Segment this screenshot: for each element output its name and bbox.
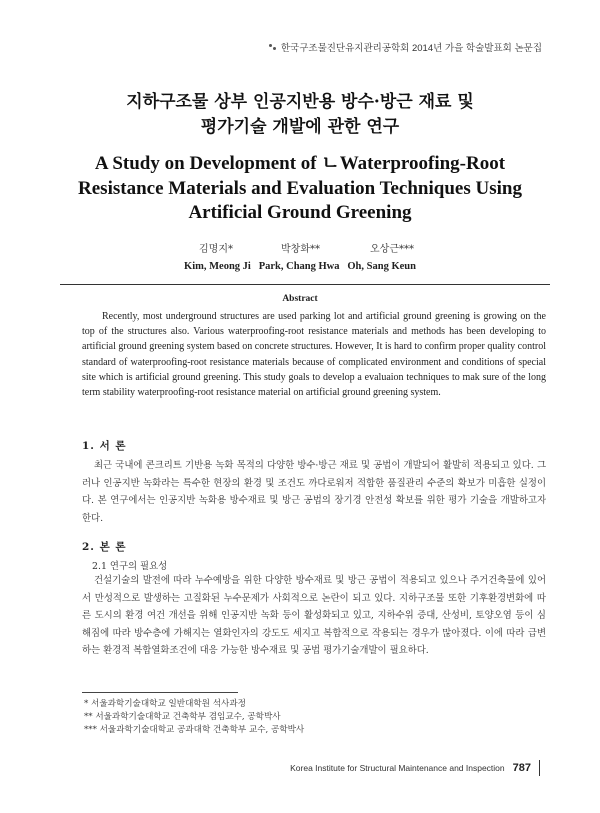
section-body-paragraph: 건설기술의 발전에 따라 누수예방을 위한 다양한 방수재료 및 방근 공법이 적용되고 있으나 주거건축물에 있어서 만성적으로 발생하는 고질화된 누수문제가 사회적으로 논란이 되고 있다. 지하구조물 또한 기후환경변화에 따른 도시의 환경 여건 개선을 위해 인공지반 녹화 등이 활성화되고 있고, 지하수위 증대, 산성비, 토양오염 등이 심해짐에 따라 방수층에 가해지는 열화인자의 강도도 세지고 복합적으로 작용되는 경우가 많아졌다. 이에 따라 급변하는 환경적 복합열화조건에 대응 가능한 방수재료 및 공법 평가기술개발이 필요하다. (82, 575, 546, 657)
footer-bar (539, 760, 540, 776)
author-korean-1: 김명지* (199, 244, 233, 255)
footer-institute: Korea Institute for Structural Maintenance and Inspection (290, 763, 505, 773)
running-header (269, 40, 542, 54)
author-korean-3: 오상근*** (370, 244, 414, 255)
korean-title-line-2: 평가기술 개발에 관한 연구 (200, 117, 400, 137)
footnote-divider (82, 692, 238, 693)
english-title-line-1: A Study on Development of ㄴWaterproofing-Root (94, 153, 506, 174)
abstract-heading: Abstract (282, 294, 318, 304)
english-title-line-3: Artificial Ground Greening (188, 202, 412, 223)
footnote-1: * 서울과학기술대학교 일반대학원 석사과정 (84, 699, 246, 709)
page-number: 787 (512, 762, 531, 774)
english-title-line-2: Resistance Materials and Evaluation Techniques Using (78, 178, 522, 199)
author-korean-2: 박창화** (281, 244, 320, 255)
subsection-title: 2.1 연구의 필요성 (92, 561, 168, 572)
divider (60, 284, 550, 285)
page-footer (290, 760, 540, 776)
authors-english: Kim, Meong Ji Park, Chang Hwa Oh, Sang Keun (184, 261, 416, 272)
korean-title-line-1: 지하구조물 상부 인공지반용 방수·방근 재료 및 (126, 92, 474, 112)
footnote-3: *** 서울과학기술대학교 공과대학 건축학부 교수, 공학박사 (84, 725, 305, 735)
header-text: 한국구조물진단유지관리공학회 2014년 가을 학술발표회 논문집 (280, 43, 542, 54)
footnote-2: ** 서울과학기술대학교 건축학부 겸임교수, 공학박사 (84, 712, 281, 722)
section-intro-title: 1. 서 론 (82, 440, 127, 452)
section-intro-body: 최근 국내에 콘크리트 기반용 녹화 목적의 다양한 방수·방근 재료 및 공법이 개발되어 활발히 적용되고 있다. 그러나 인공지반 녹화라는 특수한 현장의 환경 및 조건도 까다로워저 적합한 품질관리 수준의 확보가 미흡한 실정이다. 본 연구에서는 인공지반 녹화용 방수재료 및 방근 공법의 장기경 안전성 확보를 위한 평가 기술을 개발하고자 한다. (82, 460, 546, 524)
section-body-title: 2. 본 론 (82, 541, 127, 553)
bullet-icon (269, 43, 277, 51)
abstract-body: Recently, most underground structures are used parking lot and artificial ground greening is growing on the top of the structures also. Various waterproofing-root resistance materials and methods has been developing to artificial ground greening system based on concrete structures. However, It is hard to confirm proper quality control standard of waterproofing-root resistance materials because of complicated environment and conditions of special site which is artificial ground greening. This study goals to develop a evaluaion techniques to mak sure of the long term stability waterproofing-root resistance material on artificial ground greening system. (82, 311, 546, 399)
